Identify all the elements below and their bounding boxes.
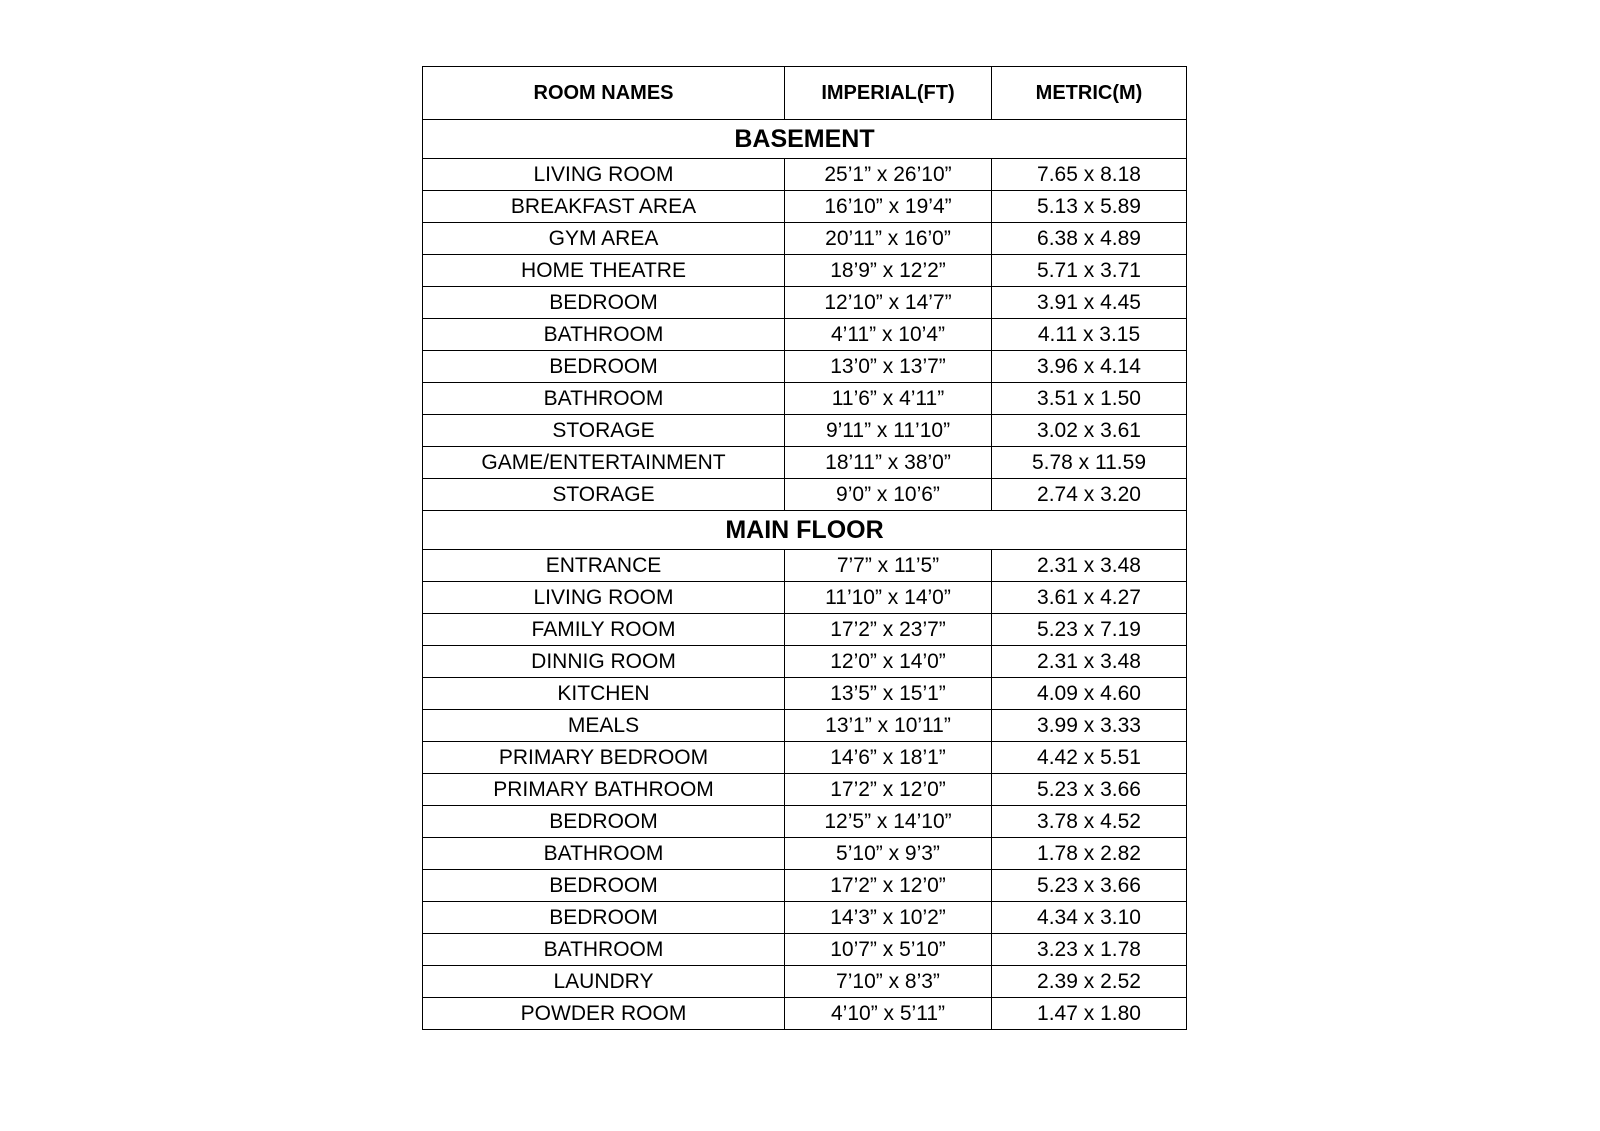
metric-dimension-cell: 3.99 x 3.33 — [992, 710, 1187, 742]
room-name-cell: LIVING ROOM — [423, 582, 785, 614]
room-name-cell: BATHROOM — [423, 319, 785, 351]
table-row — [423, 966, 1187, 998]
table-row — [423, 646, 1187, 678]
room-name-cell: FAMILY ROOM — [423, 614, 785, 646]
metric-dimension-cell: 4.42 x 5.51 — [992, 742, 1187, 774]
imperial-dimension-cell: 7’10” x 8’3” — [785, 966, 992, 998]
metric-dimension-cell: 2.31 x 3.48 — [992, 646, 1187, 678]
room-name-cell: GYM AREA — [423, 223, 785, 255]
table-row — [423, 934, 1187, 966]
room-name-cell: BATHROOM — [423, 383, 785, 415]
imperial-dimension-cell: 5’10” x 9’3” — [785, 838, 992, 870]
imperial-dimension-cell: 9’11” x 11’10” — [785, 415, 992, 447]
imperial-dimension-cell: 18’11” x 38’0” — [785, 447, 992, 479]
metric-dimension-cell: 1.78 x 2.82 — [992, 838, 1187, 870]
metric-dimension-cell: 5.71 x 3.71 — [992, 255, 1187, 287]
table-row — [423, 838, 1187, 870]
imperial-dimension-cell: 13’1” x 10’11” — [785, 710, 992, 742]
room-dimensions-table — [422, 66, 1187, 1030]
metric-dimension-cell: 4.34 x 3.10 — [992, 902, 1187, 934]
imperial-dimension-cell: 10’7” x 5’10” — [785, 934, 992, 966]
imperial-dimension-cell: 11’10” x 14’0” — [785, 582, 992, 614]
room-name-cell: STORAGE — [423, 415, 785, 447]
room-name-cell: BEDROOM — [423, 806, 785, 838]
metric-dimension-cell: 1.47 x 1.80 — [992, 998, 1187, 1030]
room-name-cell: BEDROOM — [423, 351, 785, 383]
table-row — [423, 255, 1187, 287]
section-heading-row — [423, 120, 1187, 159]
metric-dimension-cell: 5.13 x 5.89 — [992, 191, 1187, 223]
table-row — [423, 415, 1187, 447]
room-name-cell: GAME/ENTERTAINMENT — [423, 447, 785, 479]
room-name-cell: STORAGE — [423, 479, 785, 511]
table-row — [423, 710, 1187, 742]
table-body — [423, 120, 1187, 1030]
section-title: BASEMENT — [423, 120, 1187, 159]
header-metric: METRIC(M) — [992, 67, 1187, 120]
room-name-cell: BEDROOM — [423, 870, 785, 902]
table-row — [423, 806, 1187, 838]
metric-dimension-cell: 4.11 x 3.15 — [992, 319, 1187, 351]
table-row — [423, 582, 1187, 614]
imperial-dimension-cell: 16’10” x 19’4” — [785, 191, 992, 223]
table-row — [423, 774, 1187, 806]
imperial-dimension-cell: 12’5” x 14’10” — [785, 806, 992, 838]
table-row — [423, 447, 1187, 479]
room-name-cell: ENTRANCE — [423, 550, 785, 582]
section-title: MAIN FLOOR — [423, 511, 1187, 550]
metric-dimension-cell: 2.74 x 3.20 — [992, 479, 1187, 511]
room-name-cell: POWDER ROOM — [423, 998, 785, 1030]
imperial-dimension-cell: 25’1” x 26’10” — [785, 159, 992, 191]
metric-dimension-cell: 5.23 x 3.66 — [992, 774, 1187, 806]
table-header-row — [423, 67, 1187, 120]
table-row — [423, 998, 1187, 1030]
imperial-dimension-cell: 14’6” x 18’1” — [785, 742, 992, 774]
imperial-dimension-cell: 11’6” x 4’11” — [785, 383, 992, 415]
imperial-dimension-cell: 17’2” x 12’0” — [785, 774, 992, 806]
table-row — [423, 191, 1187, 223]
metric-dimension-cell: 2.39 x 2.52 — [992, 966, 1187, 998]
imperial-dimension-cell: 13’0” x 13’7” — [785, 351, 992, 383]
table-row — [423, 159, 1187, 191]
table-row — [423, 678, 1187, 710]
metric-dimension-cell: 3.02 x 3.61 — [992, 415, 1187, 447]
table-row — [423, 870, 1187, 902]
section-heading-row — [423, 511, 1187, 550]
imperial-dimension-cell: 12’0” x 14’0” — [785, 646, 992, 678]
imperial-dimension-cell: 18’9” x 12’2” — [785, 255, 992, 287]
table-row — [423, 742, 1187, 774]
imperial-dimension-cell: 12’10” x 14’7” — [785, 287, 992, 319]
imperial-dimension-cell: 7’7” x 11’5” — [785, 550, 992, 582]
imperial-dimension-cell: 17’2” x 23’7” — [785, 614, 992, 646]
metric-dimension-cell: 3.96 x 4.14 — [992, 351, 1187, 383]
room-name-cell: LAUNDRY — [423, 966, 785, 998]
table-row — [423, 319, 1187, 351]
metric-dimension-cell: 6.38 x 4.89 — [992, 223, 1187, 255]
metric-dimension-cell: 5.23 x 3.66 — [992, 870, 1187, 902]
metric-dimension-cell: 3.91 x 4.45 — [992, 287, 1187, 319]
table-row — [423, 550, 1187, 582]
room-name-cell: MEALS — [423, 710, 785, 742]
table-row — [423, 223, 1187, 255]
metric-dimension-cell: 2.31 x 3.48 — [992, 550, 1187, 582]
room-name-cell: BEDROOM — [423, 287, 785, 319]
room-name-cell: LIVING ROOM — [423, 159, 785, 191]
metric-dimension-cell: 3.23 x 1.78 — [992, 934, 1187, 966]
metric-dimension-cell: 3.51 x 1.50 — [992, 383, 1187, 415]
metric-dimension-cell: 4.09 x 4.60 — [992, 678, 1187, 710]
imperial-dimension-cell: 9’0” x 10’6” — [785, 479, 992, 511]
imperial-dimension-cell: 4’11” x 10’4” — [785, 319, 992, 351]
metric-dimension-cell: 3.78 x 4.52 — [992, 806, 1187, 838]
metric-dimension-cell: 5.78 x 11.59 — [992, 447, 1187, 479]
table-row — [423, 902, 1187, 934]
imperial-dimension-cell: 4’10” x 5’11” — [785, 998, 992, 1030]
room-name-cell: BEDROOM — [423, 902, 785, 934]
table-row — [423, 479, 1187, 511]
room-name-cell: HOME THEATRE — [423, 255, 785, 287]
room-name-cell: BREAKFAST AREA — [423, 191, 785, 223]
metric-dimension-cell: 3.61 x 4.27 — [992, 582, 1187, 614]
room-name-cell: DINNIG ROOM — [423, 646, 785, 678]
imperial-dimension-cell: 20’11” x 16’0” — [785, 223, 992, 255]
imperial-dimension-cell: 13’5” x 15’1” — [785, 678, 992, 710]
room-name-cell: PRIMARY BATHROOM — [423, 774, 785, 806]
metric-dimension-cell: 7.65 x 8.18 — [992, 159, 1187, 191]
header-imperial: IMPERIAL(FT) — [785, 67, 992, 120]
table-row — [423, 287, 1187, 319]
metric-dimension-cell: 5.23 x 7.19 — [992, 614, 1187, 646]
table-row — [423, 383, 1187, 415]
room-name-cell: PRIMARY BEDROOM — [423, 742, 785, 774]
imperial-dimension-cell: 17’2” x 12’0” — [785, 870, 992, 902]
imperial-dimension-cell: 14’3” x 10’2” — [785, 902, 992, 934]
room-name-cell: KITCHEN — [423, 678, 785, 710]
header-room-names: ROOM NAMES — [423, 67, 785, 120]
table-row — [423, 614, 1187, 646]
table-row — [423, 351, 1187, 383]
room-name-cell: BATHROOM — [423, 838, 785, 870]
room-name-cell: BATHROOM — [423, 934, 785, 966]
